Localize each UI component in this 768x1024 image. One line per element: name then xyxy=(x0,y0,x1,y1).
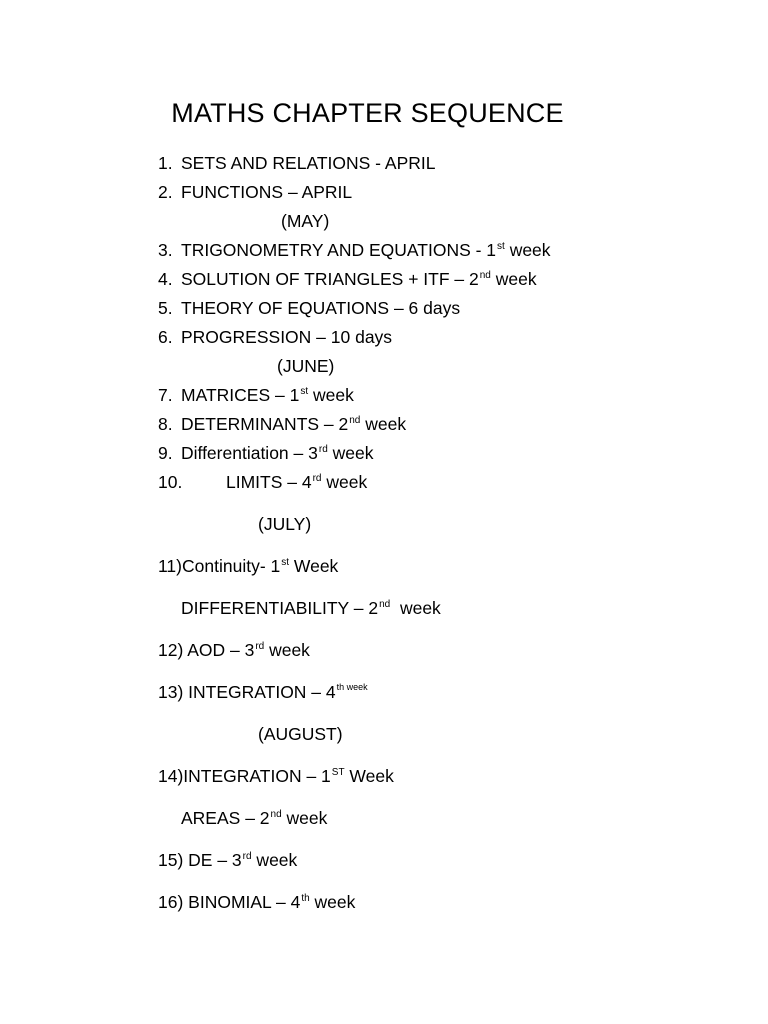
item-text-suffix: week xyxy=(251,850,298,870)
item-text-suffix: week xyxy=(264,640,310,660)
ordinal-suffix: rd xyxy=(242,851,252,862)
list-item xyxy=(158,555,338,577)
list-item xyxy=(181,413,406,435)
month-heading: (JULY) xyxy=(258,514,312,534)
item-number: 2. xyxy=(158,182,173,202)
item-text-suffix: week xyxy=(321,472,368,492)
item-text: AREAS – 2 xyxy=(181,808,270,828)
item-text-suffix: week xyxy=(504,240,551,260)
item-text-suffix: week xyxy=(327,443,374,463)
item-text: 15) DE – 3 xyxy=(158,850,242,870)
item-text-suffix: week xyxy=(360,414,407,434)
list-item xyxy=(181,326,392,348)
item-text: SETS AND RELATIONS - APRIL xyxy=(181,153,436,173)
item-text: SOLUTION OF TRIANGLES + ITF – 2 xyxy=(181,269,479,289)
ordinal-suffix: ST xyxy=(331,767,345,778)
item-number: 10. xyxy=(158,472,183,492)
item-text: 16) BINOMIAL – 4 xyxy=(158,892,301,912)
list-item xyxy=(181,442,373,464)
list-item xyxy=(181,152,435,174)
item-number: 6. xyxy=(158,327,173,347)
ordinal-suffix: st xyxy=(281,557,290,568)
list-item xyxy=(181,597,441,619)
list-item xyxy=(226,471,367,493)
item-text-suffix: week xyxy=(309,892,356,912)
list-item xyxy=(181,181,352,203)
month-heading: (JUNE) xyxy=(277,356,335,376)
ordinal-suffix: rd xyxy=(255,641,265,652)
item-number: 7. xyxy=(158,385,173,405)
item-text: TRIGONOMETRY AND EQUATIONS - 1 xyxy=(181,240,497,260)
item-text: DIFFERENTIABILITY – 2 xyxy=(181,598,379,618)
ordinal-suffix: nd xyxy=(349,415,361,426)
ordinal-suffix: rd xyxy=(318,444,328,455)
ordinal-suffix: st xyxy=(300,386,309,397)
list-item xyxy=(158,849,297,871)
list-item xyxy=(181,239,551,261)
month-heading: (MAY) xyxy=(281,211,330,231)
item-text: 11)Continuity- 1 xyxy=(158,556,281,576)
item-text: LIMITS – 4 xyxy=(226,472,312,492)
list-item xyxy=(181,268,537,290)
item-text-suffix: week xyxy=(390,598,441,618)
item-text-suffix: week xyxy=(308,385,354,405)
list-item xyxy=(181,384,354,406)
ordinal-suffix: nd xyxy=(379,599,391,610)
item-number: 1. xyxy=(158,153,173,173)
item-text: DETERMINANTS – 2 xyxy=(181,414,349,434)
item-text: 12) AOD – 3 xyxy=(158,640,255,660)
ordinal-suffix: th week xyxy=(336,682,368,692)
item-number: 3. xyxy=(158,240,173,260)
ordinal-suffix: th xyxy=(301,893,310,904)
item-text: 13) INTEGRATION – 4 xyxy=(158,682,336,702)
ordinal-suffix: nd xyxy=(479,270,491,281)
item-text-suffix: Week xyxy=(344,766,394,786)
item-text-suffix: Week xyxy=(289,556,339,576)
list-item xyxy=(158,681,368,703)
list-item xyxy=(158,639,310,661)
ordinal-suffix: rd xyxy=(312,473,322,484)
ordinal-suffix: nd xyxy=(270,809,282,820)
item-text: PROGRESSION – 10 days xyxy=(181,327,393,347)
list-item xyxy=(158,765,394,787)
ordinal-suffix: st xyxy=(497,241,505,252)
item-text: MATRICES – 1 xyxy=(181,385,300,405)
item-number: 8. xyxy=(158,414,173,434)
list-item xyxy=(181,297,460,319)
page-title: MATHS CHAPTER SEQUENCE xyxy=(171,98,564,128)
item-text-suffix: week xyxy=(281,808,328,828)
month-heading: (AUGUST) xyxy=(258,724,343,744)
item-number: 9. xyxy=(158,443,173,463)
item-text: FUNCTIONS – APRIL xyxy=(181,182,353,202)
item-text-suffix: week xyxy=(490,269,537,289)
list-item xyxy=(181,807,327,829)
item-number: 5. xyxy=(158,298,173,318)
item-number: 4. xyxy=(158,269,173,289)
item-text: Differentiation – 3 xyxy=(181,443,318,463)
item-text: 14)INTEGRATION – 1 xyxy=(158,766,331,786)
list-item xyxy=(158,891,355,913)
item-text: THEORY OF EQUATIONS – 6 days xyxy=(181,298,461,318)
